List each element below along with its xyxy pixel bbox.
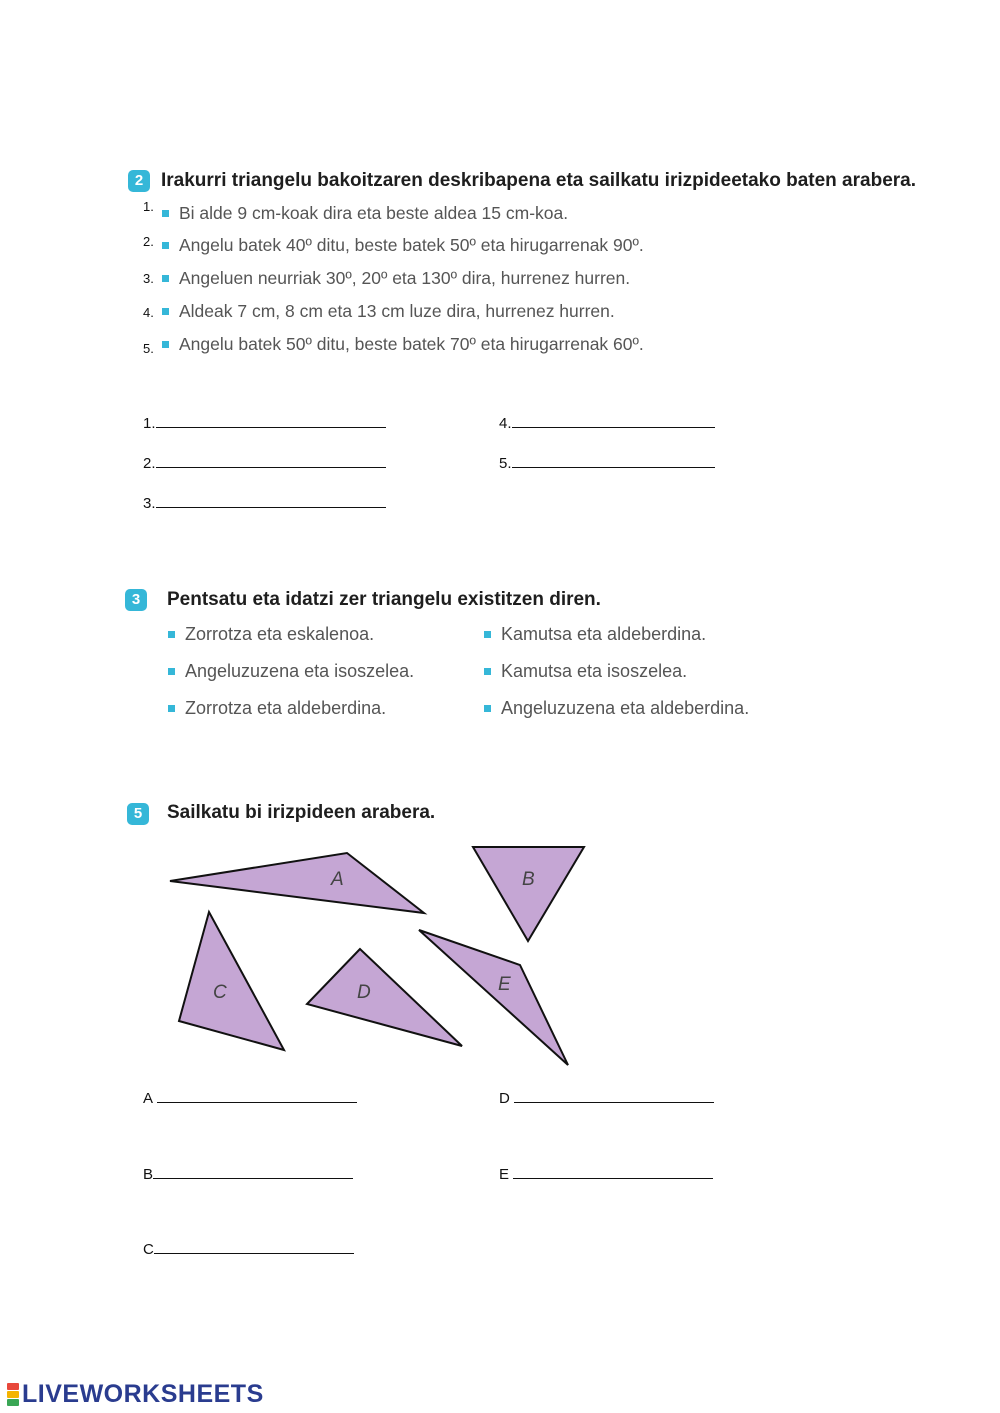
option-item: Zorrotza eta aldeberdina. (168, 698, 386, 719)
liveworksheets-logo[interactable]: LIVEWORKSHEETS (22, 1380, 264, 1408)
answer-field-3[interactable]: 3. (143, 493, 386, 512)
answer-field-e[interactable]: E (499, 1164, 713, 1183)
item-number: 3. (143, 271, 154, 286)
answer-field-b[interactable]: B (143, 1164, 353, 1183)
triangle-c (179, 912, 284, 1050)
triangle-d (307, 949, 462, 1046)
section-2-title: Irakurri triangelu bakoitzaren deskribapena eta sailkatu irizpideetako baten arabera. (161, 170, 916, 191)
triangle-e (419, 930, 568, 1065)
liveworksheets-logo-icon (7, 1383, 19, 1407)
item-number: 1. (143, 199, 154, 214)
item-number: 2. (143, 234, 154, 249)
answer-field-d[interactable]: D (499, 1088, 714, 1107)
triangle-label-b: B (522, 869, 535, 890)
triangle-label-e: E (498, 974, 511, 995)
answer-field-1[interactable]: 1. (143, 413, 386, 432)
section-3-badge: 3 (125, 589, 147, 611)
triangle-b (473, 847, 584, 941)
answer-field-2[interactable]: 2. (143, 453, 386, 472)
section-5-badge: 5 (127, 803, 149, 825)
description-item: Bi alde 9 cm-koak dira eta beste aldea 15 cm-koa. (162, 203, 568, 224)
triangle-label-d: D (357, 982, 371, 1003)
description-item: Aldeak 7 cm, 8 cm eta 13 cm luze dira, hurrenez hurren. (162, 301, 615, 322)
triangle-a (170, 853, 424, 913)
description-item: Angeluen neurriak 30º, 20º eta 130º dira, hurrenez hurren. (162, 268, 630, 289)
option-item: Angeluzuzena eta isoszelea. (168, 661, 414, 682)
triangle-label-a: A (331, 869, 344, 890)
description-item: Angelu batek 40º ditu, beste batek 50º eta hirugarrenak 90º. (162, 235, 644, 256)
item-number: 5. (143, 341, 154, 356)
section-5-title: Sailkatu bi irizpideen arabera. (167, 802, 436, 823)
answer-field-4[interactable]: 4. (499, 413, 715, 432)
answer-field-5[interactable]: 5. (499, 453, 715, 472)
section-3-title: Pentsatu eta idatzi zer triangelu existitzen diren. (167, 589, 601, 610)
option-item: Zorrotza eta eskalenoa. (168, 624, 374, 645)
answer-field-a[interactable]: A (143, 1088, 357, 1107)
section-2-badge: 2 (128, 170, 150, 192)
answer-field-c[interactable]: C (143, 1239, 354, 1258)
description-item: Angelu batek 50º ditu, beste batek 70º eta hirugarrenak 60º. (162, 334, 644, 355)
option-item: Angeluzuzena eta aldeberdina. (484, 698, 749, 719)
triangle-label-c: C (213, 982, 227, 1003)
option-item: Kamutsa eta aldeberdina. (484, 624, 706, 645)
item-number: 4. (143, 305, 154, 320)
option-item: Kamutsa eta isoszelea. (484, 661, 687, 682)
